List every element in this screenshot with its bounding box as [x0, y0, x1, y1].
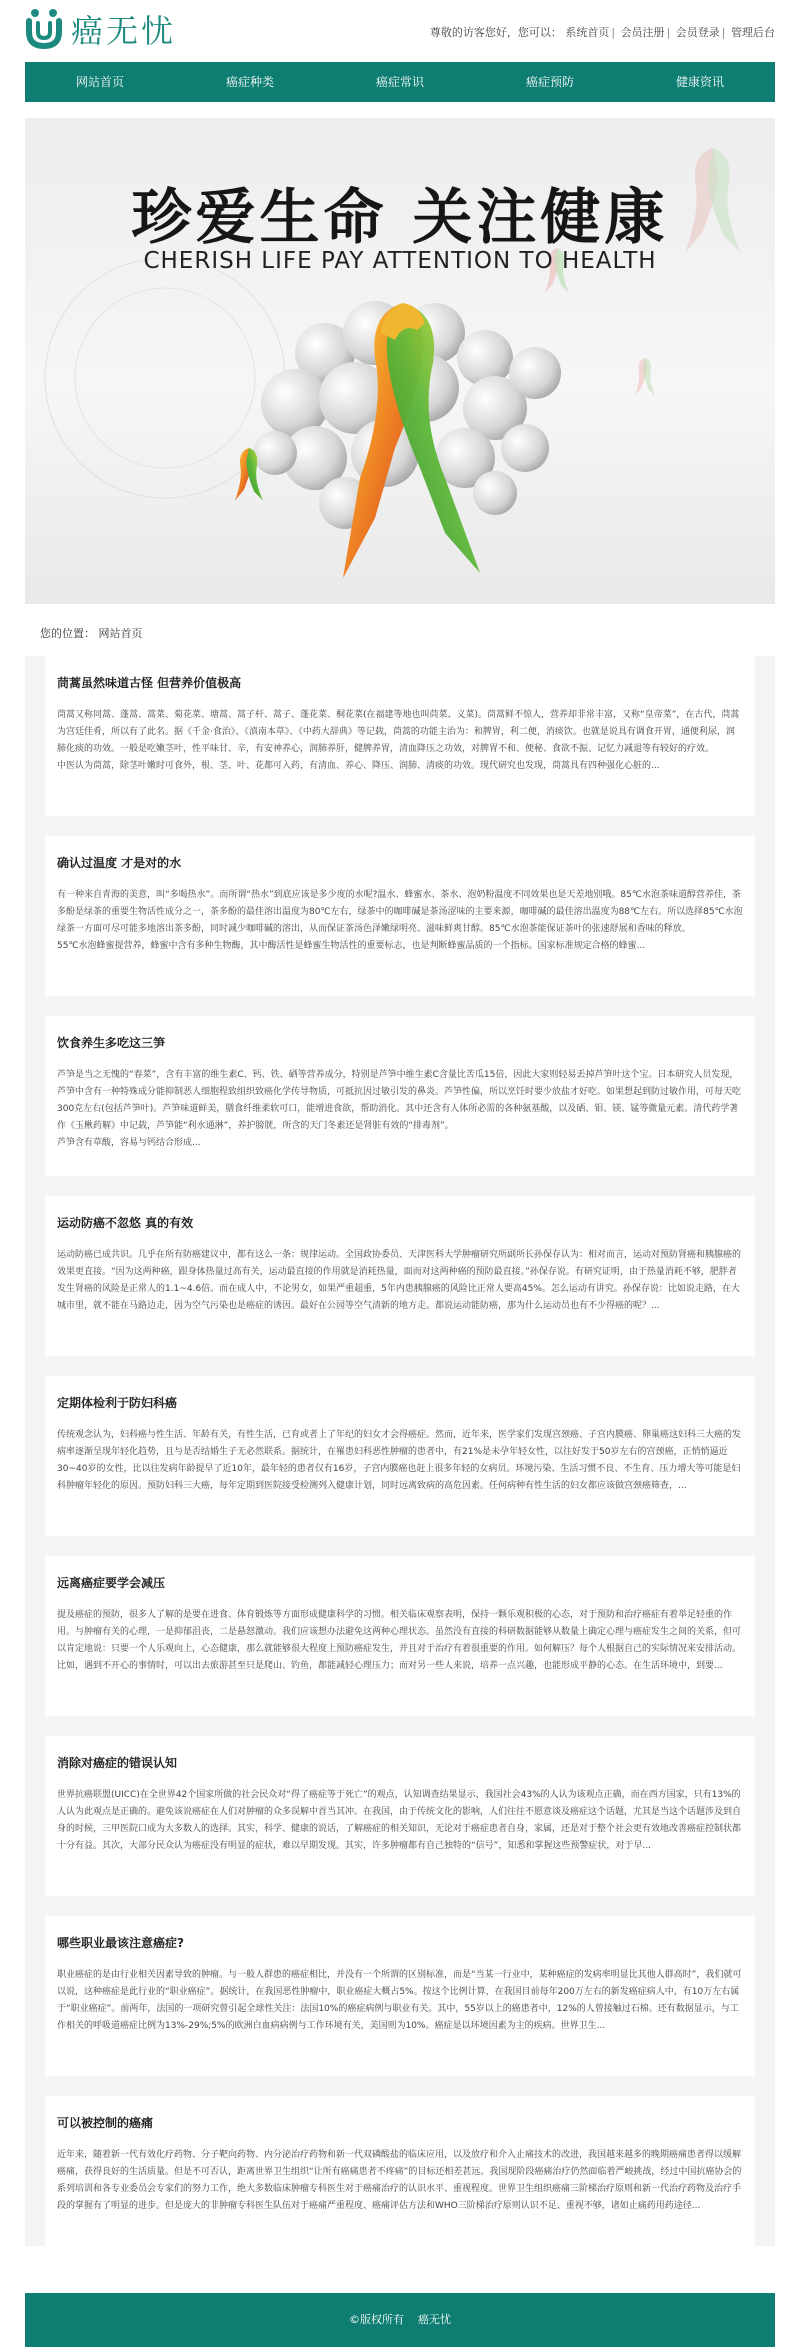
- article-summary: 世界抗癌联盟(UICC)在全世界42个国家所做的社会民众对“得了癌症等于死亡”的观点，认知调查结果显示，我国社会43%的人认为该观点正确，而在西方国家，只有13%的人认为此观点是正确的。避免该说癌症在人们对肿瘤的众多误解中首当其冲。在我国，由于传统文化的影响，人们往往不愿意谈及癌症这个话题，尤其是当这个话题涉及到自身的时候，三甲医院口成为大多数人的选择。其实，科学、健康的说话，了解癌症的相关知识，无论对于癌症患者自身，家属，还是对于整个社会更有效地改善癌症控制状都十分有益。其次，大部分民众认为癌症没有明显的症状，难以早期发现。其实，许多肿瘤都有自己独特的“信号”，知悉和掌握这些预警症状，对于早...: [57, 1790, 742, 1851]
- article-summary: 茼蒿又称同蒿、蓬蒿、蒿菜、菊花菜、塘蒿、蒿子杆、蒿子、蓬花菜、桐花菜(在福建等地也叫茼菜、义菜)。茼蒿鲜不惊人，营养却非常丰富，又称“皇帝菜”，在古代，茼蒿为宫廷佳肴，所以有了此名。据《千金·食治》、《滇南本草》、《中药大辞典》等记载，茼蒿的功能主治为：和脾胃，利二便，消痰饮。也就是说具有调食开胃，通便利尿，润肺化痰的功效。一般是吃嫩茎叶，性平味甘、辛，有安神养心，润肺养肝，健脾养胃，清血降压之功效，对脾胃不和、便秘、食欲不振、记忆力减退等有较好的疗效。 中医认为茼蒿，除茎叶嫩时可食外，根、茎、叶、花都可入药，有清血、养心、降压、润肺、清痰的功效。现代研究也发现，茼蒿具有四种强化心脏的...: [57, 710, 740, 771]
- logo[interactable]: [25, 6, 176, 52]
- article-summary: 职业癌症的是由行业相关因素导致的肿瘤。与一般人群患的癌症相比，并没有一个所谓的区别标准，而是“当某一行业中，某种癌症的发病率明显比其他人群高时”，我们就可以说，这种癌症是此行业的“职业癌症”。据统计，在我国恶性肿瘤中，职业癌症大概占5%。按这个比例计算，在我国目前每年200万左右的新发癌症病人中，有10万左右属于“职业癌症”。前两年，法国的一项研究曾引起全球性关注：法国10%的癌症病例与职业有关。其中，55岁以上的癌患者中，12%的人曾接触过石棉。还有数据显示，与工作相关的呼吸道癌症比例为13%-29%;5%的欧洲白血病病例与工作环境有关，美国则为10%。癌症是以环境因素为主的疾病。世界卫生...: [57, 1970, 742, 2031]
- article-list: [25, 656, 775, 2246]
- article-item[interactable]: [45, 1196, 755, 1356]
- nav-item-health-news[interactable]: 健康资讯: [675, 75, 724, 89]
- article-item[interactable]: [45, 836, 755, 996]
- article-title[interactable]: 定期体检利于防妇科癌: [57, 1396, 178, 1410]
- footer: [25, 2293, 775, 2347]
- top-links: 尊敬的访客您好，您可以： 系统首页 | 会员注册 | 会员登录 | 管理后台: [429, 26, 775, 39]
- footer-copyright: ©版权所有: [349, 2313, 404, 2326]
- article-summary: 芦笋是当之无愧的“春菜”，含有丰富的维生素C、钙、铁、硒等营养成分，特别是芦笋中维生素C含量比苦瓜15倍，因此大家则轻易丢掉芦笋叶这个宝。日本研究人员发现，芦笋中含有一种特殊成分能抑制恶人细胞程致组织致癌化学传导物质，可抵抗因过敏引发的鼻炎。芦笋性偏，所以烹饪时要少放盐才好吃。如果想起到防过敏作用，可每天吃300克左右(包括芦笋叶)。芦笋味道鲜美，膳食纤维柔软可口，能增进食欲，帮助消化。其中还含有人体所必需的各种氨基酸，以及硒、钼、镁、锰等微量元素。清代药学著作《玉楸药解》中记载，芦笋能“利水通淋”，养护膀胱，所含的天门冬素还是肾脏有效的“排毒剂”。 芦笋含有草酸，容易与钙结合形成...: [57, 1070, 742, 1148]
- banner-subtitle: CHERISH LIFE PAY ATTENTION TO HEALTH: [143, 248, 657, 274]
- article-title[interactable]: 消除对癌症的错误认知: [57, 1756, 178, 1770]
- hero-banner: [25, 118, 775, 604]
- article-title[interactable]: 运动防癌不忽悠 真的有效: [57, 1216, 194, 1230]
- link-admin[interactable]: 管理后台: [731, 26, 775, 39]
- article-item[interactable]: [45, 1736, 755, 1896]
- article-item[interactable]: [45, 1916, 755, 2076]
- article-item[interactable]: [45, 656, 755, 816]
- header: [25, 0, 775, 60]
- article-item[interactable]: [45, 1556, 755, 1716]
- banner-title: 珍爱生命 关注健康: [131, 183, 669, 253]
- breadcrumb: [40, 625, 143, 641]
- article-title[interactable]: 可以被控制的癌痛: [57, 2116, 154, 2130]
- link-register[interactable]: 会员注册: [620, 26, 665, 39]
- breadcrumb-current[interactable]: 网站首页: [98, 627, 143, 640]
- article-title[interactable]: 饮食养生多吃这三笋: [57, 1036, 166, 1050]
- article-item[interactable]: [45, 1376, 755, 1536]
- article-summary: 提及癌症的预防，很多人了解的是要在进食、体育锻炼等方面形成健康科学的习惯。相关临床观察表明，保持一颗乐观积极的心态，对于预防和治疗癌症有着举足轻重的作用。与肿瘤有关的心理，一是抑郁沮丧，二是悬怒激动。我们应该想办法避免这两种心理状态。虽然没有直接的科研数据能够从数量上确定心理与癌症发生之间的关系，但可以肯定地说：只要一个人乐观向上，心态健康，那么就能够很大程度上预防癌症发生，并且对于治疗有着很重要的作用。如何解压？每个人根据自己的实际情况来安排活动。比如，遇到不开心的事情时，可以出去旅游甚至只是爬山、钓鱼，都能减轻心理压力；而对另一些人来说，培养一点兴趣，也能形成平静的心态。在生活环境中，到要...: [57, 1610, 742, 1671]
- article-summary: 近年来，随着新一代有效化疗药物、分子靶向药物、内分泌治疗药物和新一代双磷酸盐的临床应用，以及放疗和介入止痛技术的改进，我国越来越多的晚期癌痛患者得以缓解癌痛，获得良好的生活质量。但是不可否认，距离世界卫生组织“让所有癌痛患者不疼痛”的目标还相差甚远。我国现阶段癌痛治疗仍然面临着严峻挑战，经过中国抗癌协会的系列培训和各专业委员会专家们的努力工作，绝大多数临床肿瘤专科医生对于癌痛治疗的认识水平、重视程度。世界卫生组织癌痛三阶梯治疗原则和新一代治疗药物及治疗手段的掌握有了明显的进步。但是庞大的非肿瘤专科医生队伍对于癌痛严重程度、癌痛评估方法和WHO三阶梯治疗原则认识不足、重视不够，诸如止痛药用药途径...: [57, 2150, 742, 2211]
- article-summary: 传统观念认为，妇科癌与性生活、年龄有关，有性生活，已育或者上了年纪的妇女才会得癌症。然而，近年来，医学家们发现宫颈癌、子宫内膜癌、卵巢癌这妇科三大癌的发病率逐渐呈现年轻化趋势，且与是否结婚生子无必然联系。据统计，在罹患妇科恶性肿瘤的患者中，有21%是未孕年轻女性，以往好发于50岁左右的宫颈癌，正悄悄逼近30~40岁的女性，比以往发病年龄提早了近10年，最年轻的患者仅有16岁，子宫内膜癌也赶上很多年轻的女病员。环境污染、生活习惯不良、不生育、压力增大等可能是妇科肿瘤年轻化的原因。预防妇科三大癌，每年定期到医院接受检测列入健康计划，同时远离致病的高危因素。任何病种有性生活的妇女都应该做宫颈癌筛查，...: [57, 1430, 742, 1491]
- breadcrumb-label: 您的位置：: [40, 627, 95, 640]
- nav-item-home[interactable]: 网站首页: [75, 75, 124, 89]
- article-title[interactable]: 确认过温度 才是对的水: [57, 856, 182, 870]
- article-item[interactable]: [45, 1016, 755, 1176]
- logo-icon: [25, 8, 63, 50]
- nav-item-cancer-types[interactable]: 癌症种类: [225, 75, 274, 89]
- link-login[interactable]: 会员登录: [675, 26, 720, 39]
- article-title[interactable]: 茼蒿虽然味道古怪 但营养价值极高: [57, 676, 242, 690]
- logo-text: 癌无忧: [71, 12, 177, 50]
- nav-item-cancer-prevention[interactable]: 癌症预防: [525, 75, 574, 89]
- article-title[interactable]: 远离癌症要学会减压: [57, 1576, 166, 1590]
- link-home[interactable]: 系统首页: [565, 26, 610, 39]
- top-links-prefix: 尊敬的访客您好，您可以：: [429, 26, 562, 39]
- article-title[interactable]: 哪些职业最该注意癌症?: [57, 1936, 184, 1950]
- article-summary: 有一种来自青海的美意，叫“多喝热水”。而所谓“热水”到底应该是多少度的水呢?温水、蜂蜜水、茶水、泡奶粉温度不同效果也是天差地别哦。85℃水泡茶味道醇营养佳，茶多酚是绿茶的重要生物活性成分之一，茶多酚的最佳溶出温度为80℃左右，绿茶中的咖啡碱是茶汤涩味的主要来源，咖啡碱的最佳溶出温度为88℃左右。所以选择85℃水泡绿茶一方面可尽可能多地溶出茶多酚，同时减少咖啡碱的溶出，从而保证茶汤色泽嫩绿明亮、滋味鲜爽甘醇。85℃水泡茶能保证茶叶的张速舒展和香味的释放。 55℃水泡蜂蜜提营养，蜂蜜中含有多种生物酶，其中酶活性是蜂蜜生物活性的重要标志，也是判断蜂蜜品质的一个指标。国家标准规定合格的蜂蜜...: [57, 890, 743, 951]
- article-item[interactable]: [45, 2096, 755, 2246]
- main-nav: [25, 62, 775, 102]
- article-summary: 运动防癌已成共识。几乎在所有防癌建议中，都有这么一条：规律运动。全国政协委员、天津医科大学肿瘤研究所副所长孙保存认为：相对而言，运动对预防肾癌和胰腺癌的效果更直接。“因为这两种癌，跟身体热量过高有关，运动最直接的作用就是消耗热量，面而对这两种癌的预防最直接。”孙保存说。有研究证明，由于热量消耗不够，肥胖者发生肾癌的风险是正常人的1.1~4.6倍。而在成人中，不论男女，如果严重超重，5年内患胰腺癌的风险比正常人要高45%。怎么运动有讲究。孙保存说：比如说走路，在大城市里，就不能在马路边走，因为空气污染也是癌症的诱因。最好在公园等空气清新的地方走。都说运动能防癌，那为什么运动员也有不少得癌的呢？...: [57, 1250, 742, 1311]
- footer-site-name: 癌无忧: [418, 2313, 451, 2326]
- nav-item-cancer-knowledge[interactable]: 癌症常识: [375, 75, 424, 89]
